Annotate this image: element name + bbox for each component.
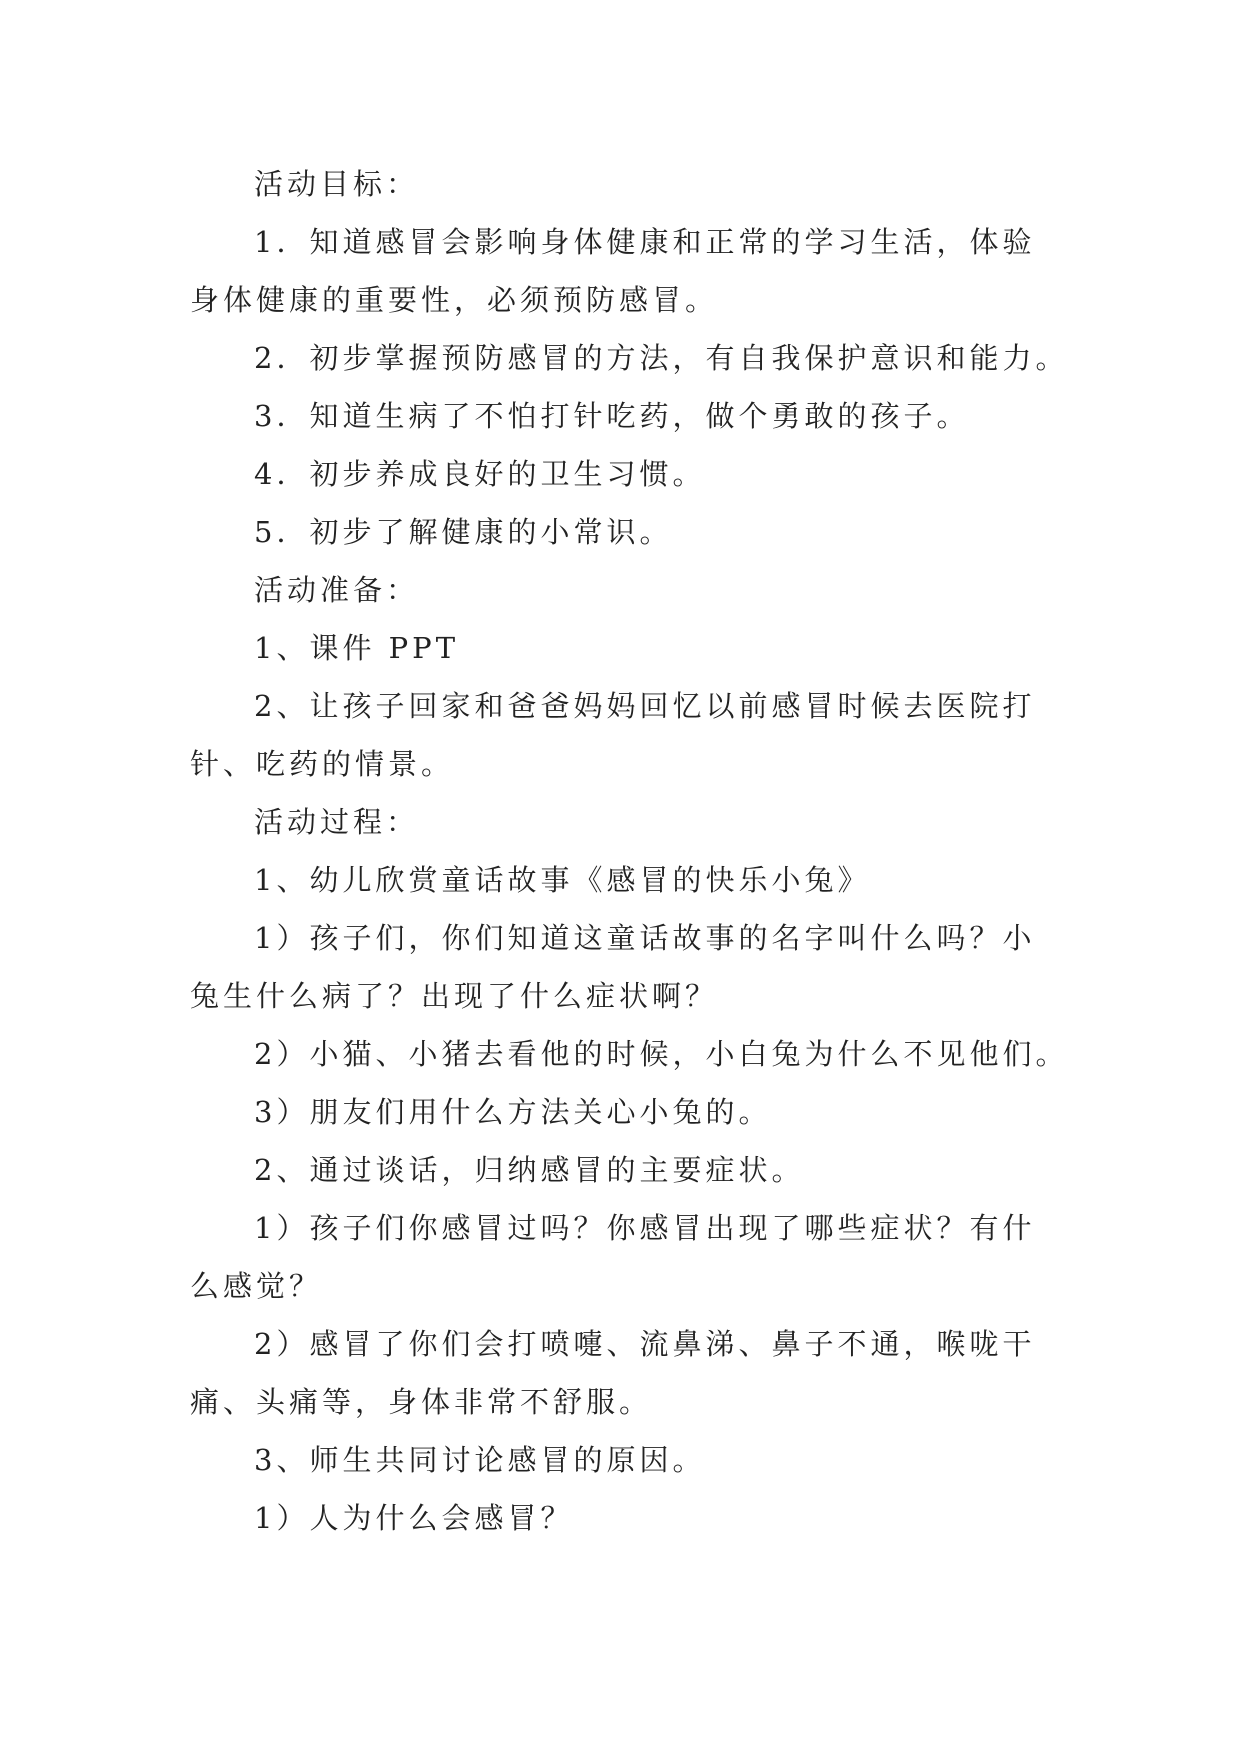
process-1-question-2: 2）小猫、小猪去看他的时候，小白兔为什么不见他们。 [254, 1037, 1069, 1071]
heading-activity-preparation: 活动准备： [254, 573, 420, 607]
goal-1-line-1: 1．知道感冒会影响身体健康和正常的学习生活，体验 [254, 225, 1036, 259]
process-1-question-3: 3）朋友们用什么方法关心小兔的。 [254, 1095, 772, 1129]
process-2-item-2-line-1: 2）感冒了你们会打喷嚏、流鼻涕、鼻子不通，喉咙干 [254, 1327, 1036, 1361]
process-step-1: 1、幼儿欣赏童话故事《感冒的快乐小兔》 [254, 863, 871, 897]
heading-activity-process: 活动过程： [254, 805, 420, 839]
goal-1-line-2: 身体健康的重要性，必须预防感冒。 [190, 283, 719, 317]
preparation-1: 1、课件 PPT [254, 631, 460, 665]
goal-5: 5．初步了解健康的小常识。 [254, 515, 673, 549]
preparation-2-line-1: 2、让孩子回家和爸爸妈妈回忆以前感冒时候去医院打 [254, 689, 1036, 723]
heading-activity-goals: 活动目标： [254, 167, 420, 201]
preparation-2-line-2: 针、吃药的情景。 [190, 747, 455, 781]
process-1-question-1-line-2: 兔生什么病了？出现了什么症状啊？ [190, 979, 719, 1013]
process-step-2: 2、通过谈话，归纳感冒的主要症状。 [254, 1153, 805, 1187]
process-1-question-1-line-1: 1）孩子们，你们知道这童话故事的名字叫什么吗？小 [254, 921, 1036, 955]
goal-4: 4．初步养成良好的卫生习惯。 [254, 457, 706, 491]
process-2-question-1-line-2: 么感觉？ [190, 1269, 323, 1303]
process-3-question-1: 1）人为什么会感冒？ [254, 1501, 574, 1535]
goal-2: 2．初步掌握预防感冒的方法，有自我保护意识和能力。 [254, 341, 1069, 375]
process-2-item-2-line-2: 痛、头痛等，身体非常不舒服。 [190, 1385, 653, 1419]
process-2-question-1-line-1: 1）孩子们你感冒过吗？你感冒出现了哪些症状？有什 [254, 1211, 1036, 1245]
process-step-3: 3、师生共同讨论感冒的原因。 [254, 1443, 706, 1477]
goal-3: 3．知道生病了不怕打针吃药，做个勇敢的孩子。 [254, 399, 970, 433]
